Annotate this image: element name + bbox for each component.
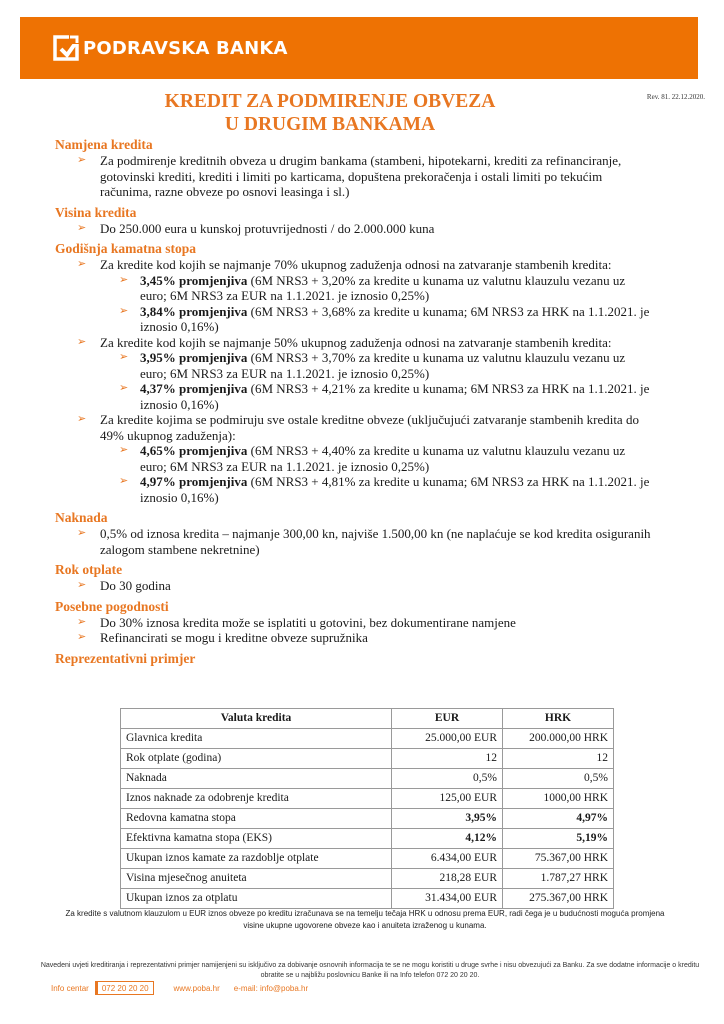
section-naknada (55, 510, 655, 557)
column-header: HRK (503, 709, 614, 729)
item-text: Do 250.000 eura u kunskoj protuvrijednosti / do 2.000.000 kuna (100, 220, 435, 236)
bank-logo (53, 33, 288, 63)
rate-value: 3,45% promjenjiva (140, 272, 248, 288)
eur-value: 25.000,00 EUR (392, 729, 503, 749)
arrow-bullet-icon: ➢ (119, 273, 129, 286)
rate-item (55, 350, 655, 381)
arrow-bullet-icon: ➢ (77, 631, 87, 643)
title-line-2: U DRUGIM BANKAMA (224, 114, 436, 135)
arrow-bullet-icon: ➢ (77, 615, 87, 628)
logo-mark-icon (53, 35, 79, 61)
hrk-value: 75.367,00 HRK (503, 849, 614, 869)
arrow-bullet-icon: ➢ (77, 258, 87, 270)
section-heading: Reprezentativni primjer (55, 650, 196, 666)
section-heading: Rok otplate (55, 562, 123, 577)
rate-detail: (6M NRS3 + 4,40% za kredite u kunama uz valutnu klauzulu vezanu uz euro; 6M NRS3 za EUR na 1.1.2021. je iznosio 0,25%) (140, 443, 626, 474)
section-rok (55, 562, 655, 594)
brand-name: PODRAVSKA BANKA (83, 37, 288, 59)
page-title (145, 90, 515, 136)
hrk-value: 1000,00 HRK (503, 789, 614, 809)
list-item (55, 615, 655, 631)
table-row (121, 789, 614, 809)
row-label: Visina mjesečnog anuiteta (121, 869, 392, 889)
rate-detail: (6M NRS3 + 3,68% za kredite u kunama; 6M NRS3 za HRK na 1.1.2021. je iznosio 0,16%) (140, 303, 650, 334)
website-link[interactable]: www.poba.hr (173, 983, 220, 993)
item-text: Za kredite kojima se podmiruju sve ostale kreditne obveze (uključujući zatvaranje stambenih kredita do 49% ukupnog zaduženja): (100, 412, 639, 443)
row-label: Naknada (121, 769, 392, 789)
table-row (121, 829, 614, 849)
list-item (55, 257, 655, 273)
list-item (55, 221, 655, 237)
arrow-bullet-icon: ➢ (77, 413, 87, 425)
section-kamata (55, 241, 655, 505)
arrow-bullet-icon: ➢ (77, 221, 87, 234)
table-row (121, 809, 614, 829)
rate-item (55, 304, 655, 335)
eur-value: 125,00 EUR (392, 789, 503, 809)
rate-item (55, 443, 655, 474)
hrk-value: 0,5% (503, 769, 614, 789)
info-centar-label: Info centar (51, 983, 89, 993)
arrow-bullet-icon: ➢ (119, 444, 129, 456)
item-text: Za kredite kod kojih se najmanje 70% ukupnog zaduženja odnosi na zatvaranje stambenih kredita: (100, 257, 612, 272)
rate-value: 4,97% promjenjiva (140, 474, 248, 489)
row-label: Iznos naknade za odobrenje kredita (121, 789, 392, 809)
eur-value: 0,5% (392, 769, 503, 789)
currency-clause-note: Za kredite s valutnom klauzulom u EUR iznos obveze po kreditu izračunava se na temelju tečaja HRK u odnosu prema EUR, radi čega je u budućnosti moguća promjena visine ukupne ugovorene obveze kao i anuiteta izraženog u kunama. (65, 909, 665, 930)
table-row (121, 769, 614, 789)
email-link[interactable]: e-mail: info@poba.hr (233, 983, 309, 993)
table-row (121, 749, 614, 769)
rate-value: 4,65% promjenjiva (140, 443, 248, 458)
title-line-1: KREDIT ZA PODMIRENJE OBVEZA (164, 91, 496, 112)
section-primjer (55, 651, 655, 667)
column-header: Valuta kredita (121, 709, 392, 729)
column-header: EUR (392, 709, 503, 729)
hrk-value: 5,19% (503, 829, 614, 849)
rate-detail: (6M NRS3 + 3,20% za kredite u kunama uz valutnu klauzulu vezanu uz euro; 6M NRS3 za EUR na 1.1.2021. je iznosio 0,25%) (140, 272, 626, 303)
rate-detail: (6M NRS3 + 4,21% za kredite u kunama; 6M NRS3 za HRK na 1.1.2021. je iznosio 0,16%) (140, 381, 650, 412)
rate-item (55, 474, 655, 505)
rate-detail: (6M NRS3 + 4,81% za kredite u kunama; 6M NRS3 za HRK na 1.1.2021. je iznosio 0,16%) (140, 474, 650, 505)
list-item (55, 412, 655, 443)
row-label: Redovna kamatna stopa (121, 809, 392, 829)
hrk-value: 4,97% (503, 809, 614, 829)
eur-value: 31.434,00 EUR (392, 889, 503, 909)
table-row (121, 849, 614, 869)
eur-value: 6.434,00 EUR (392, 849, 503, 869)
arrow-bullet-icon: ➢ (119, 382, 129, 394)
table-row (121, 729, 614, 749)
eur-value: 12 (392, 749, 503, 769)
revision-label: Rev. 81. 22.12.2020. (646, 93, 705, 101)
section-heading: Namjena kredita (55, 137, 153, 152)
table-header-row (121, 709, 614, 729)
section-heading: Naknada (55, 510, 108, 525)
rate-detail: (6M NRS3 + 3,70% za kredite u kunama uz valutnu klauzulu vezanu uz euro; 6M NRS3 za EUR na 1.1.2021. je iznosio 0,25%) (140, 350, 626, 381)
disclaimer: Navedeni uvjeti kreditiranja i reprezentativni primjer namijenjeni su isključivo za dobivanje osnovnih informacija te se ne mogu koristiti u druge svrhe i nisu obvezujući za Banku. Za sve dodatne informacije o kreditu obratite se u najbližu poslovnicu Banke ili na Info telefon 072 20 20 20. (40, 962, 700, 979)
arrow-bullet-icon: ➢ (119, 304, 129, 317)
eur-value: 4,12% (392, 829, 503, 849)
list-item (55, 526, 655, 557)
eur-value: 3,95% (392, 809, 503, 829)
table-row (121, 869, 614, 889)
eur-value: 218,28 EUR (392, 869, 503, 889)
representative-example-table (120, 708, 614, 909)
hrk-value: 275.367,00 HRK (503, 889, 614, 909)
footer-contact (51, 981, 308, 995)
list-item (55, 153, 655, 200)
section-visina (55, 205, 655, 237)
rate-value: 4,37% promjenjiva (140, 381, 248, 396)
header-bar (20, 17, 698, 79)
section-pogodnosti (55, 599, 655, 646)
section-heading: Godišnja kamatna stopa (55, 241, 197, 256)
arrow-bullet-icon: ➢ (77, 527, 87, 539)
rate-value: 3,84% promjenjiva (140, 303, 248, 319)
list-item (55, 630, 655, 646)
section-heading: Visina kredita (55, 204, 137, 220)
arrow-bullet-icon: ➢ (77, 579, 87, 591)
hrk-value: 12 (503, 749, 614, 769)
content (55, 137, 655, 672)
row-label: Rok otplate (godina) (121, 749, 392, 769)
hrk-value: 200.000,00 HRK (503, 729, 614, 749)
row-label: Ukupan iznos kamate za razdoblje otplate (121, 849, 392, 869)
phone-number[interactable]: 072 20 20 20 (95, 981, 154, 995)
row-label: Efektivna kamatna stopa (EKS) (121, 829, 392, 849)
item-text: Za kredite kod kojih se najmanje 50% ukupnog zaduženja odnosi na zatvaranje stambenih kredita: (100, 334, 612, 350)
arrow-bullet-icon: ➢ (77, 335, 87, 348)
list-item (55, 578, 655, 594)
item-text: Refinancirati se mogu i kreditne obveze supružnika (100, 630, 368, 645)
arrow-bullet-icon: ➢ (119, 475, 129, 487)
arrow-bullet-icon: ➢ (119, 351, 129, 363)
row-label: Ukupan iznos za otplatu (121, 889, 392, 909)
item-text: Do 30% iznosa kredita može se isplatiti u gotovini, bez dokumentirane namjene (100, 614, 516, 630)
section-namjena (55, 137, 655, 200)
item-text: Do 30 godina (100, 578, 171, 593)
rate-item (55, 273, 655, 304)
rate-item (55, 381, 655, 412)
table-row (121, 889, 614, 909)
section-heading: Posebne pogodnosti (55, 598, 169, 614)
hrk-value: 1.787,27 HRK (503, 869, 614, 889)
list-item (55, 335, 655, 351)
arrow-bullet-icon: ➢ (77, 154, 87, 166)
row-label: Glavnica kredita (121, 729, 392, 749)
item-text: 0,5% od iznosa kredita – najmanje 300,00 kn, najviše 1.500,00 kn (ne naplaćuje se kod kredita osiguranih zalogom stambene nekretnine) (100, 526, 651, 557)
item-text: Za podmirenje kreditnih obveza u drugim bankama (stambeni, hipotekarni, krediti za refinanciranje, gotovinski krediti, krediti i limiti po karticama, dopuštena prekoračenja i ostali limiti po tekućim računima, razne obveze po osnovi leasinga i sl.) (100, 153, 622, 199)
rate-value: 3,95% promjenjiva (140, 350, 248, 365)
